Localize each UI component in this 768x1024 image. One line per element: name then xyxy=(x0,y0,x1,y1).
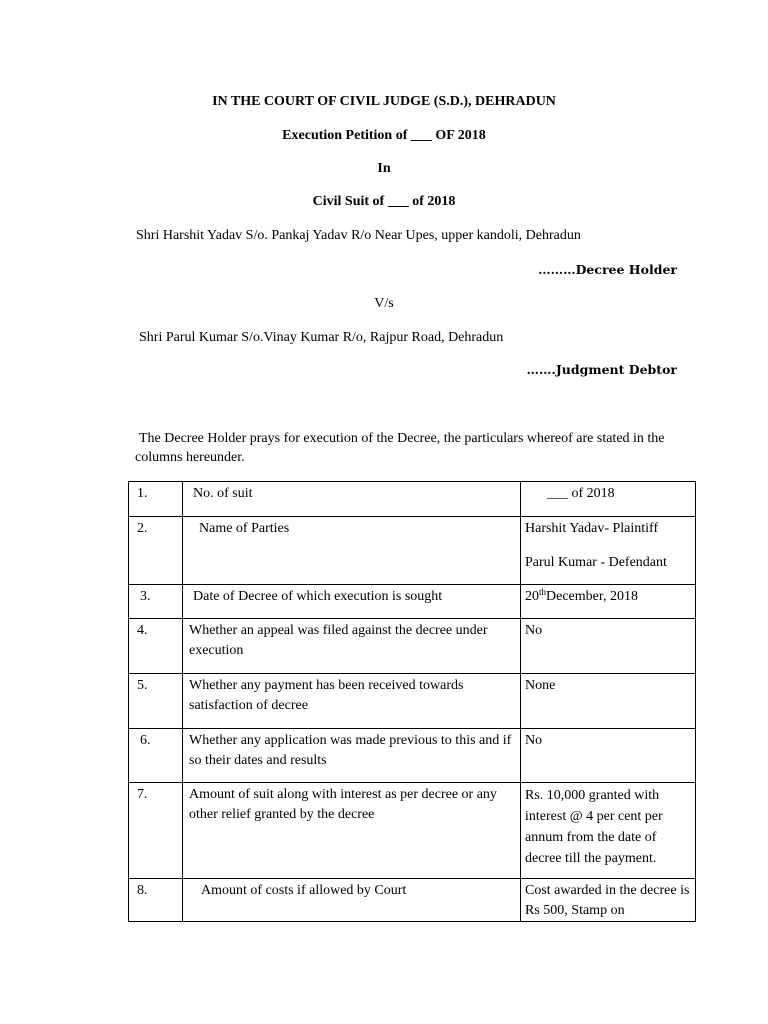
judgment-debtor-dots: ……. xyxy=(526,362,556,377)
row-number: 6. xyxy=(129,729,183,783)
row-value: No xyxy=(521,729,696,783)
table-row xyxy=(129,879,696,922)
table-row xyxy=(129,517,696,585)
row-number: 2. xyxy=(129,517,183,585)
versus-label: V/s xyxy=(374,296,394,311)
table-row xyxy=(129,674,696,729)
judgment-debtor-label xyxy=(527,362,677,377)
in-label: In xyxy=(377,161,391,176)
decree-holder-label xyxy=(538,262,677,277)
table-row xyxy=(129,729,696,783)
row-label: Name of Parties xyxy=(183,517,521,585)
row-label: Amount of costs if allowed by Court xyxy=(183,879,521,922)
row-number: 5. xyxy=(129,674,183,729)
row-number: 7. xyxy=(129,783,183,879)
row-value xyxy=(521,585,696,619)
decree-holder-dots: ……… xyxy=(538,262,576,277)
row-label: Whether an appeal was filed against the decree under execution xyxy=(183,619,521,674)
row-value: Rs. 10,000 granted with interest @ 4 per cent per annum from the date of decree till the payment. xyxy=(521,783,696,879)
intro-paragraph: The Decree Holder prays for execution of the Decree, the particulars whereof are stated in the columns hereunder. xyxy=(135,431,665,465)
decree-day-suffix: th xyxy=(539,587,547,597)
row-label: No. of suit xyxy=(183,482,521,517)
row-label: Amount of suit along with interest as per decree or any other relief granted by the decree xyxy=(183,783,521,879)
judgment-debtor-text: Judgment Debtor xyxy=(555,362,677,377)
row-number: 4. xyxy=(129,619,183,674)
row-label: Whether any application was made previous to this and if so their dates and results xyxy=(183,729,521,783)
particulars-table xyxy=(128,481,696,922)
decree-day: 20 xyxy=(525,589,539,604)
table-row xyxy=(129,783,696,879)
row-value: Cost awarded in the decree is Rs 500, Stamp on xyxy=(521,879,696,922)
row-value: ___ of 2018 xyxy=(521,482,696,517)
court-title: IN THE COURT OF CIVIL JUDGE (S.D.), DEHRADUN xyxy=(212,94,556,109)
plaintiff-value: Harshit Yadav- Plaintiff xyxy=(525,521,659,536)
row-value: None xyxy=(521,674,696,729)
suit-title: Civil Suit of ___ of 2018 xyxy=(312,194,456,209)
row-number: 3. xyxy=(129,585,183,619)
table-row xyxy=(129,482,696,517)
judgment-debtor-description: Shri Parul Kumar S/o.Vinay Kumar R/o, Rajpur Road, Dehradun xyxy=(139,330,504,345)
row-number: 8. xyxy=(129,879,183,922)
row-number: 1. xyxy=(129,482,183,517)
table-row xyxy=(129,585,696,619)
decree-holder-description: Shri Harshit Yadav S/o. Pankaj Yadav R/o Near Upes, upper kandoli, Dehradun xyxy=(136,228,581,243)
row-label: Whether any payment has been received towards satisfaction of decree xyxy=(183,674,521,729)
row-value xyxy=(521,517,696,585)
decree-holder-text: Decree Holder xyxy=(575,262,677,277)
defendant-value: Parul Kumar - Defendant xyxy=(525,555,667,570)
row-label: Date of Decree of which execution is sought xyxy=(183,585,521,619)
petition-title: Execution Petition of ___ OF 2018 xyxy=(282,128,486,143)
decree-month-year: December, 2018 xyxy=(546,589,638,604)
table-row xyxy=(129,619,696,674)
row-value: No xyxy=(521,619,696,674)
